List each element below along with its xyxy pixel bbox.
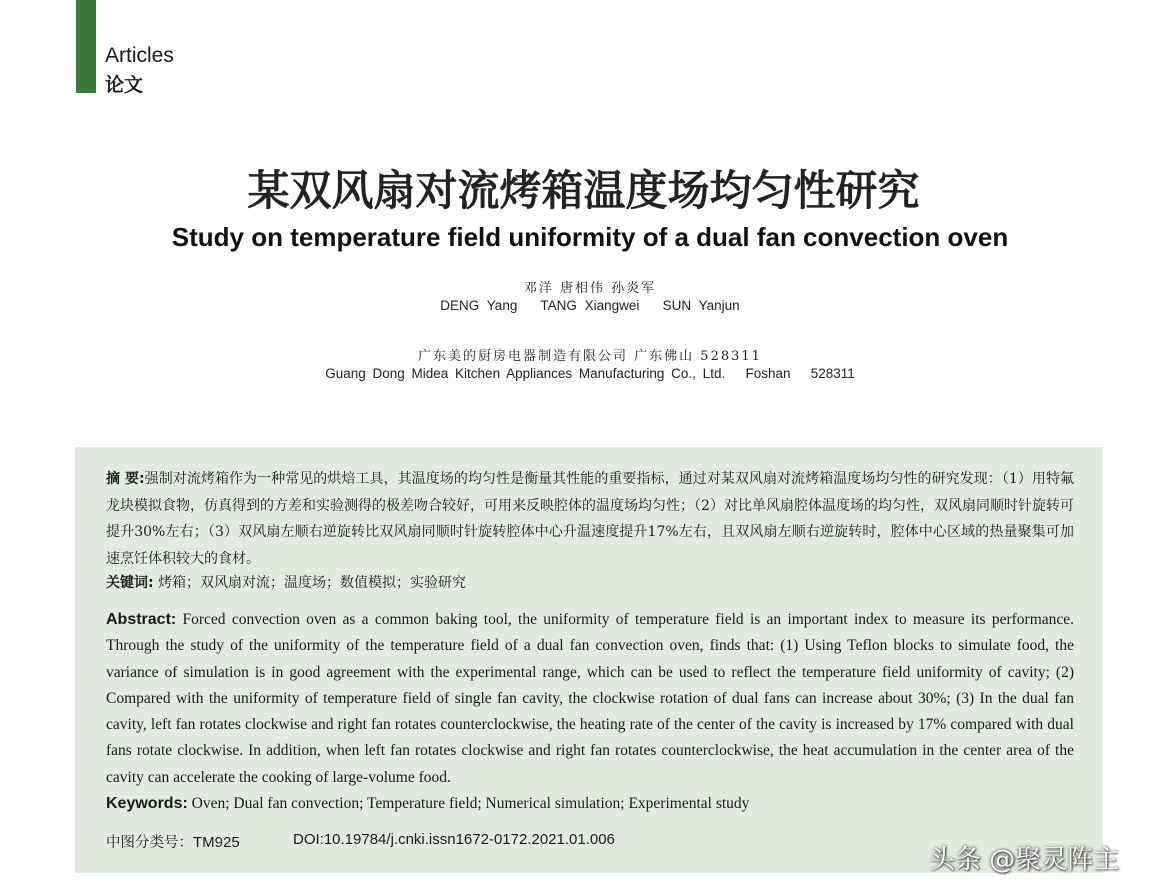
keywords-zh — [106, 570, 1074, 596]
abstract-en-label: Abstract: — [106, 611, 177, 628]
classification-value: TM925 — [193, 834, 240, 851]
abstract-zh-text: 强制对流烤箱作为一种常见的烘焙工具，其温度场的均匀性是衡量其性能的重要指标，通过对某双风扇对流烤箱温度场均匀性的研究发现：（1）用特氟龙块模拟食物，仿真得到的方差和实验测得的极差吻合较好，可用来反映腔体的温度场均匀性；（2）对比单风扇腔体温度场的均匀性，双风扇同顺时针旋转可提升30%左右；（3）双风扇左顺右逆旋转比双风扇同顺时针旋转腔体中心升温速度提升17%左右，且双风扇左顺右逆旋转时，腔体中心区域的热量聚集可加速烹饪体积较大的食材。 — [106, 471, 1074, 567]
affiliation-zh: 广东美的厨房电器制造有限公司 广东佛山 528311 — [418, 349, 762, 364]
affiliation-en: Guang Dong Midea Kitchen Appliances Manufacturing Co., Ltd. Foshan 528311 — [325, 366, 855, 381]
classification-number — [106, 831, 240, 852]
section-accent-bar — [76, 0, 96, 93]
paper-title-en: Study on temperature field uniformity of a dual fan convection oven — [171, 222, 1009, 252]
paper-title-zh: 某双风扇对流烤箱温度场均匀性研究 — [247, 166, 920, 215]
keywords-en-label: Keywords: — [106, 795, 188, 812]
authors-zh: 邓洋 唐相伟 孙炎军 — [523, 281, 657, 296]
doi: DOI:10.19784/j.cnki.issn1672-0172.2021.01.006 — [293, 831, 615, 848]
abstract-en-text: Forced convection oven as a common baking tool, the uniformity of temperature field is an important index to measure its performance. Through the study of the uniformity of the temperature field of a dual fan convection oven, finds that: (1) Using Teflon blocks to simulate food, the variance of simulation is in good agreement with the experimental range, which can be used to reflect the temperature field uniformity of cavity; (2) Compared with the uniformity of temperature field of single fan cavity, the clockwise rotation of dual fans can increase about 30%; (3) In the dual fan cavity, left fan rotates clockwise and right fan rotates counterclockwise, the heating rate of the center of the cavity is increased by 17% compared with dual fans rotate clockwise. In addition, when left fan rotates clockwise and right fan rotates counterclockwise, the heat accumulation in the center area of the cavity can accelerate the cooking of large-volume food. — [106, 611, 1075, 786]
abstract-en — [106, 607, 1074, 791]
authors-en: DENG Yang TANG Xiangwei SUN Yanjun — [440, 298, 740, 313]
section-label-en: Articles — [105, 44, 174, 67]
keywords-en — [106, 791, 1074, 817]
keywords-zh-label: 关键词: — [106, 575, 154, 591]
section-label-zh: 论文 — [105, 75, 144, 96]
classification-label: 中图分类号： — [106, 835, 193, 851]
keywords-en-text: Oven; Dual fan convection; Temperature field; Numerical simulation; Experimental study — [191, 795, 750, 812]
keywords-zh-text: 烤箱；双风扇对流；温度场；数值模拟；实验研究 — [158, 575, 467, 591]
watermark: 头条 @聚灵阵主 — [929, 845, 1120, 875]
abstract-zh — [106, 466, 1074, 572]
abstract-zh-label: 摘 要: — [106, 471, 145, 487]
